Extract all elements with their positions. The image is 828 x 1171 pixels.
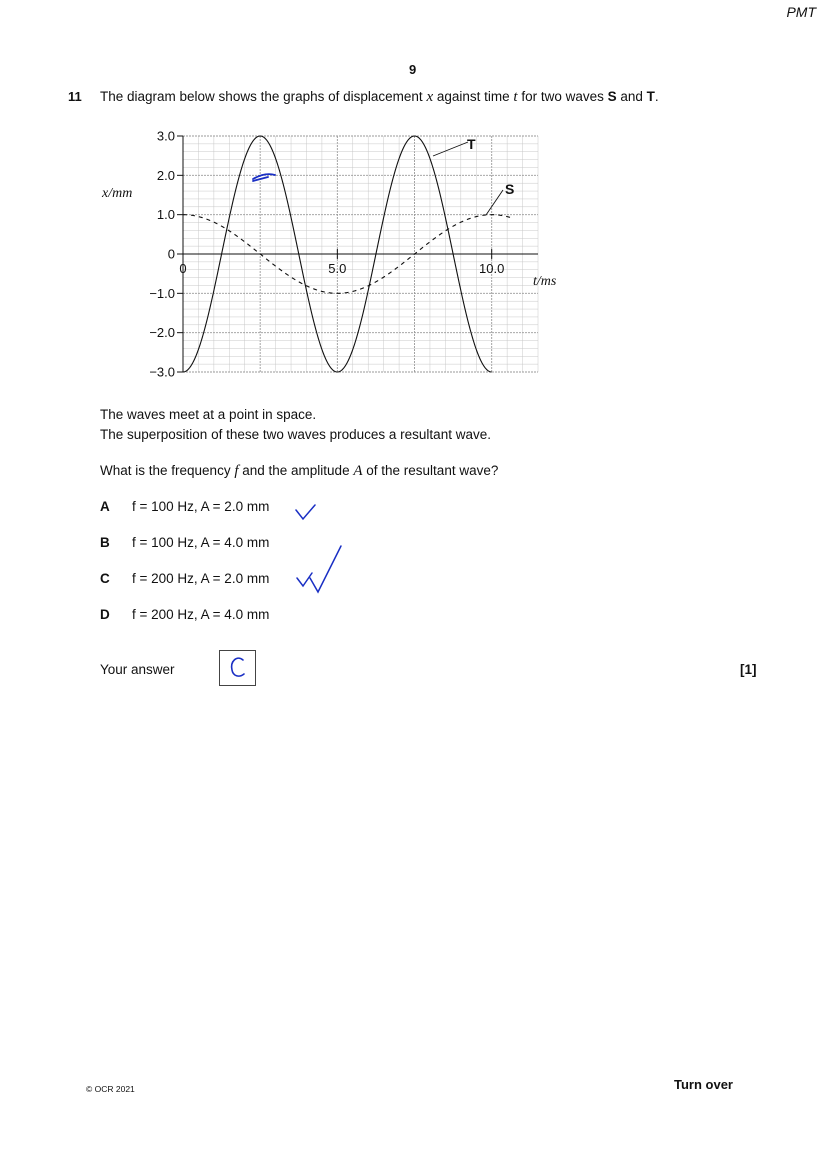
marks-available: [1] [740,662,757,677]
copyright: © OCR 2021 [86,1084,135,1094]
handwritten-answer-c [220,651,255,685]
body-line-2: The superposition of these two waves produces a resultant wave. [100,427,491,442]
tick-mark-icon [294,502,318,522]
option-d: D f = 200 Hz, A = 4.0 mm [100,607,270,622]
question-stem: The diagram below shows the graphs of displacement x against time t for two waves S and T. [100,89,659,105]
header-label: PMT [786,4,816,20]
body-line-1: The waves meet at a point in space. [100,407,317,422]
x-axis-label: t/ms [533,274,557,289]
question-number: 11 [68,89,82,104]
option-b: B f = 100 Hz, A = 4.0 mm [100,535,270,550]
series-T-label: T [467,136,476,152]
your-answer-label: Your answer [100,662,175,677]
y-tick-label: 2.0 [156,167,175,183]
series-S-leader [486,190,503,215]
series-S-label: S [505,181,515,197]
y-tick-label: 3.0 [156,128,175,144]
displacement-time-graph [90,122,580,384]
y-tick-label: 1.0 [156,207,175,223]
answer-box[interactable] [219,650,256,686]
y-tick-label: −1.0 [149,285,175,301]
double-tick-mark-icon [294,542,348,594]
x-tick-label: 10.0 [479,261,505,276]
page-number: 9 [409,62,417,77]
option-c: C f = 200 Hz, A = 2.0 mm [100,571,270,586]
y-tick-label: −2.0 [149,325,175,341]
x-tick-label: 0 [179,261,187,276]
turn-over: Turn over [674,1077,733,1092]
body-line-3: What is the frequency f and the amplitude A of the resultant wave? [100,463,499,479]
y-axis-label: x/mm [102,186,133,201]
x-tick-label: 5.0 [328,261,347,276]
option-a: A f = 100 Hz, A = 2.0 mm [100,499,270,514]
y-tick-label: 0 [167,246,175,262]
y-tick-label: −3.0 [149,364,175,380]
